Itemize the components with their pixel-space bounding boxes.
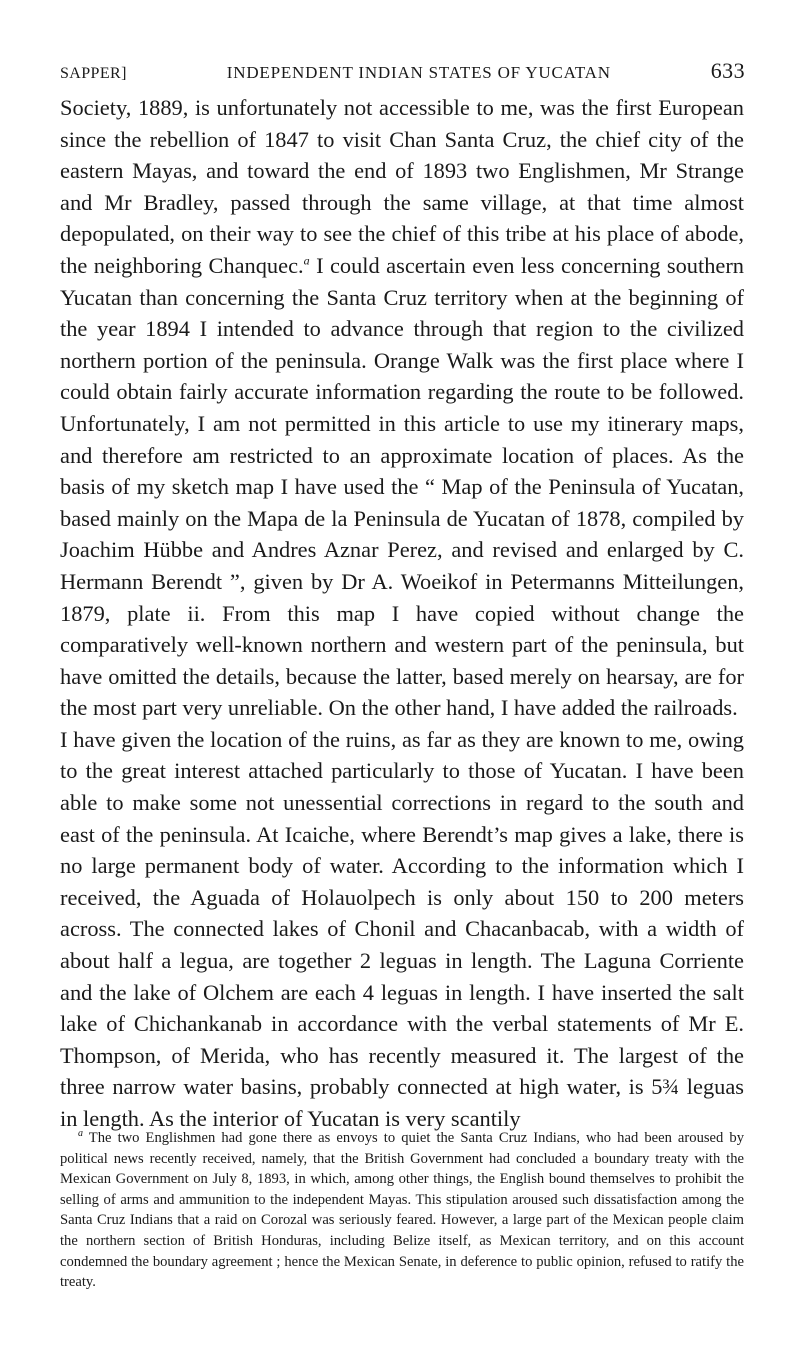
- footnote-text: The two Englishmen had gone there as envoys to quiet the Santa Cruz Indians, who had been aroused by political news recently received, namely, that the British Government had concluded a boundary treaty with the Mexican Government on July 8, 1893, in which, among other things, the English bound themselves to prohibit the selling of arms and ammunition to the independent Mayas. This stipulation aroused such dissatisfaction among the Santa Cruz Indians that a raid on Corozal was seriously feared. However, a large part of the Mexican people claim the northern section of British Honduras, including Belize itself, as Mexican territory, and on this account condemned the boundary agreement ; hence the Mexican Senate, in deference to public opinion, refused to ratify the treaty.: [60, 1130, 744, 1291]
- footnotes: [60, 1128, 744, 1293]
- paragraph-1-part-a: Society, 1889, is unfortunately not accessible to me, was the first European since the rebellion of 1847 to visit Chan Santa Cruz, the chief city of the eastern Mayas, and toward the end of 1893 two Englishmen, Mr Strange and Mr Bradley, passed through the same village, at that time almost depopulated, on their way to see the chief of this tribe at his place of abode, the neighboring Chanquec.: [60, 95, 744, 278]
- footnote-reference: a: [303, 253, 310, 268]
- paragraph-2: I have given the location of the ruins, as far as they are known to me, owing to the great interest attached particularly to those of Yucatan. I have been able to make some not unessential corrections in regard to the south and east of the peninsula. At Icaiche, where Berendt’s map gives a lake, there is no large permanent body of water. According to the information which I received, the Aguada of Holauolpech is only about 150 to 200 meters across. The connected lakes of Chonil and Chacanbacab, with a width of about half a legua, are together 2 leguas in length. The Laguna Corriente and the lake of Olchem are each 4 leguas in length. I have inserted the salt lake of Chichankanab in accordance with the verbal statements of Mr E. Thompson, of Merida, who has recently measured it. The largest of the three narrow water basins, probably connected at high water, is 5¾ leguas in length. As the interior of Yucatan is very scantily: [60, 726, 744, 1131]
- running-head-title: INDEPENDENT INDIAN STATES OF YUCATAN: [226, 63, 611, 82]
- paragraph-1: [60, 92, 744, 724]
- footnote-mark: a: [78, 1128, 83, 1140]
- running-head-author: SAPPER]: [60, 65, 127, 82]
- running-head: [60, 58, 745, 86]
- footnote-a: [60, 1128, 744, 1293]
- body-text: [60, 92, 744, 1135]
- page-number: 633: [710, 58, 745, 83]
- paragraph-1-part-b: I could ascertain even less concerning southern Yucatan than concerning the Santa Cruz territory when at the beginning of the year 1894 I intended to advance through that region to the civilized northern portion of the peninsula. Orange Walk was the first place where I could obtain fairly accurate information regarding the route to be followed. Unfortunately, I am not permitted in this article to use my itinerary maps, and therefore am restricted to an approximate location of places. As the basis of my sketch map I have used the “ Map of the Peninsula of Yucatan, based mainly on the Mapa de la Peninsula de Yucatan of 1878, compiled by Joachim Hübbe and Andres Aznar Perez, and revised and enlarged by C. Hermann Berendt ”, given by Dr A. Woeikof in Petermanns Mitteilungen, 1879, plate ii. From this map I have copied without change the comparatively well-known northern and western part of the peninsula, but have omitted the details, because the latter, based merely on hearsay, are for the most part very unreliable. On the other hand, I have added the railroads.: [60, 252, 744, 721]
